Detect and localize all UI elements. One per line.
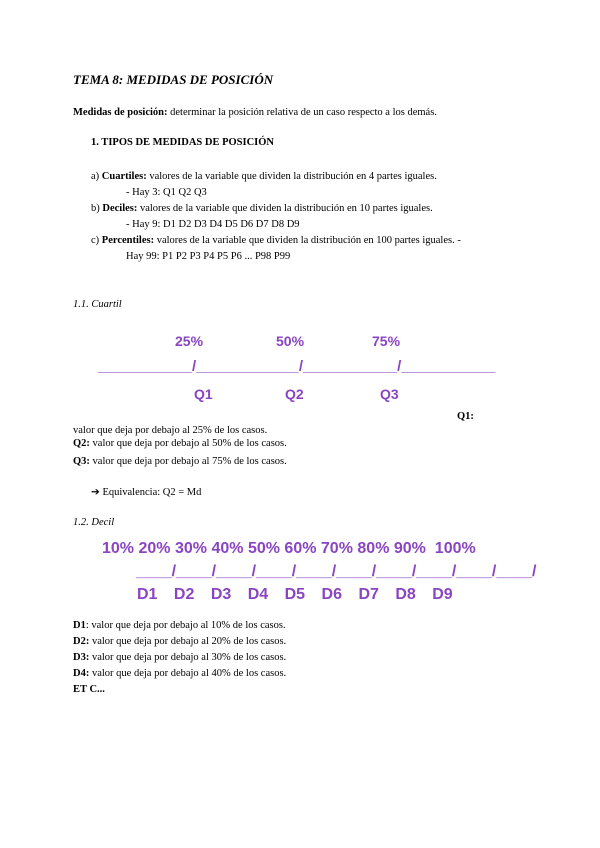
d1-definition bbox=[73, 619, 286, 633]
type-text: valores de la variable que dividen la distribución en 4 partes iguales. bbox=[146, 171, 437, 182]
decil-percent: 50% bbox=[247, 540, 280, 557]
equivalence-note bbox=[91, 486, 201, 500]
cuartil-label-q2: Q2 bbox=[285, 386, 304, 402]
type-detail-deciles: - Hay 9: D1 D2 D3 D4 D5 D6 D7 D8 D9 bbox=[126, 219, 300, 230]
d1-term: D1 bbox=[73, 620, 86, 631]
equivalence-text: Equivalencia: Q2 = Md bbox=[102, 487, 202, 498]
decil-label: D7 bbox=[358, 586, 379, 603]
type-prefix: a) bbox=[91, 171, 102, 182]
d4-term: D4: bbox=[73, 668, 90, 679]
decil-label: D6 bbox=[321, 586, 342, 603]
decil-label: D1 bbox=[137, 586, 158, 603]
type-prefix: b) bbox=[91, 203, 103, 214]
intro-text: determinar la posición relativa de un caso respecto a los demás. bbox=[167, 107, 437, 118]
intro-term: Medidas de posición: bbox=[73, 107, 168, 118]
type-detail-cuartiles: - Hay 3: Q1 Q2 Q3 bbox=[126, 187, 207, 198]
decil-percent: 30% bbox=[174, 540, 207, 557]
decil-percent: 90% bbox=[393, 540, 426, 557]
d1-text: : valor que deja por debajo al 10% de los casos. bbox=[85, 620, 286, 631]
decil-label: D8 bbox=[395, 586, 416, 603]
intro-paragraph bbox=[73, 106, 437, 120]
decil-label: D5 bbox=[284, 586, 306, 603]
etc-text: ET C... bbox=[73, 684, 105, 695]
q2-term: Q2: bbox=[73, 438, 90, 449]
cuartil-label-q3: Q3 bbox=[380, 386, 399, 402]
decil-percent: 80% bbox=[357, 540, 390, 557]
q3-term: Q3: bbox=[73, 456, 90, 467]
type-term: Percentiles: bbox=[101, 235, 155, 246]
decil-percent: 10% bbox=[102, 540, 135, 557]
type-term: Deciles: bbox=[102, 203, 138, 214]
type-detail-percentiles: Hay 99: P1 P2 P3 P4 P5 P6 ... P98 P99 bbox=[126, 251, 291, 262]
type-item-deciles bbox=[91, 202, 433, 216]
cuartil-label-q1: Q1 bbox=[194, 386, 213, 402]
decil-scale-line: ____/____/____/____/____/____/____/____/____/____/ bbox=[136, 563, 537, 580]
decil-label-row bbox=[137, 586, 453, 604]
d2-definition bbox=[73, 635, 286, 649]
decil-percent: 60% bbox=[284, 540, 317, 557]
decil-label: D4 bbox=[247, 586, 269, 603]
type-term: Cuartiles: bbox=[101, 171, 147, 182]
type-item-cuartiles bbox=[91, 170, 437, 184]
q3-text: valor que deja por debajo al 75% de los casos. bbox=[89, 456, 287, 467]
page-title: TEMA 8: MEDIDAS DE POSICIÓN bbox=[73, 72, 274, 87]
section-heading-tipos: 1. TIPOS DE MEDIDAS DE POSICIÓN bbox=[91, 137, 275, 148]
decil-percent: 70% bbox=[320, 540, 353, 557]
d3-text: valor que deja por debajo al 30% de los casos. bbox=[89, 652, 287, 663]
d3-definition bbox=[73, 651, 286, 665]
q1-definition: valor que deja por debajo al 25% de los casos. bbox=[73, 425, 268, 436]
arrow-icon: ➔ bbox=[91, 487, 100, 498]
d4-text: valor que deja por debajo al 40% de los casos. bbox=[89, 668, 287, 679]
type-text: valores de la variable que dividen la distribución en 100 partes iguales. - bbox=[154, 235, 461, 246]
section-heading-cuartil: 1.1. Cuartil bbox=[73, 299, 122, 310]
type-text: valores de la variable que dividen la distribución en 10 partes iguales. bbox=[137, 203, 433, 214]
decil-label: D9 bbox=[432, 586, 453, 603]
decil-percent: 100% bbox=[434, 540, 476, 557]
d3-term: D3: bbox=[73, 652, 90, 663]
section-heading-decil: 1.2. Decil bbox=[73, 517, 115, 528]
cuartil-percent-50: 50% bbox=[276, 333, 305, 349]
d4-definition bbox=[73, 667, 286, 681]
q2-text: valor que deja por debajo al 50% de los casos. bbox=[89, 438, 287, 449]
decil-label: D3 bbox=[210, 586, 232, 603]
q2-definition bbox=[73, 437, 287, 451]
decil-percent: 20% bbox=[138, 540, 171, 557]
cuartil-scale-line: ___________/____________/___________/___________ bbox=[98, 358, 496, 375]
d2-term: D2: bbox=[73, 636, 90, 647]
q3-definition bbox=[73, 455, 287, 469]
decil-label: D2 bbox=[173, 586, 195, 603]
d2-text: valor que deja por debajo al 20% de los casos. bbox=[89, 636, 287, 647]
cuartil-percent-75: 75% bbox=[372, 333, 401, 349]
type-prefix: c) bbox=[91, 235, 102, 246]
type-item-percentiles bbox=[91, 234, 461, 248]
q1-term: Q1: bbox=[457, 411, 474, 422]
cuartil-percent-25: 25% bbox=[175, 333, 204, 349]
decil-percent: 40% bbox=[211, 540, 244, 557]
decil-percent-row bbox=[102, 540, 476, 558]
